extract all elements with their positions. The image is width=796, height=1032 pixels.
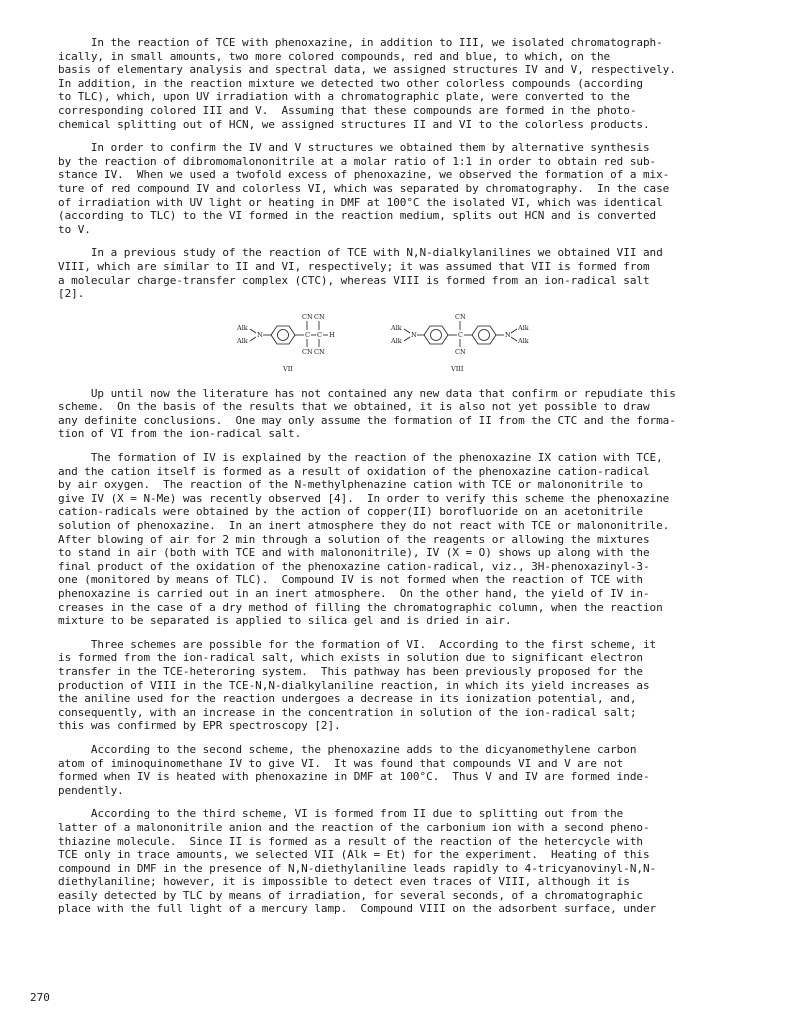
- vii-c2: C: [317, 330, 322, 339]
- text-line: a molecular charge-transfer complex (CTC), whereas VIII is formed from an ion-radical salt: [58, 273, 650, 287]
- chemical-structures-figure: [58, 311, 746, 377]
- paragraph: [58, 246, 746, 300]
- viii-alk-bottom-left: Alk: [391, 336, 402, 345]
- text-line: In the reaction of TCE with phenoxazine, in addition to III, we isolated chromatograph-: [58, 36, 663, 49]
- vii-c1: C: [305, 330, 310, 339]
- text-line: mixture to be separated is applied to silica gel and is dried in air.: [58, 614, 512, 628]
- paragraph: [58, 743, 746, 797]
- vii-benzene-ring: [271, 326, 295, 344]
- text-line: ture of red compound IV and colorless VI, which was separated by chromatography. In the case: [58, 181, 670, 195]
- structure-drawing: [58, 311, 746, 377]
- vii-cn-bottom-2: CN: [314, 347, 325, 356]
- vii-bond: [250, 329, 256, 333]
- text-line: diethylaniline; however, it is impossible to detect even traces of VIII, although it is: [58, 875, 630, 889]
- viii-bond: [511, 329, 517, 333]
- text-line: place with the full light of a mercury lamp. Compound VIII on the adsorbent surface, under: [58, 902, 657, 916]
- text-line: ically, in small amounts, two more colored compounds, red and blue, to which, on the: [58, 49, 611, 63]
- text-line: consequently, with an increase in the concentration in solution of the ion-radical salt;: [58, 705, 637, 719]
- text-line: production of VIII in the TCE-N,N-dialkylaniline reaction, in which its yield increases as: [58, 678, 650, 692]
- text-line: transfer in the TCE-heteroring system. This pathway has been previously proposed for the: [58, 664, 643, 678]
- text-line: latter of a malononitrile anion and the reaction of the carbonium ion with a second pheno-: [58, 820, 650, 834]
- vii-alk-top: Alk: [237, 323, 248, 332]
- viii-cn-bottom: CN: [455, 347, 466, 356]
- text-line: the aniline used for the reaction undergoes a decrease in its ionization potential, and,: [58, 692, 637, 706]
- text-line: compound in DMF in the presence of N,N-diethylaniline leads rapidly to 4-tricyanovinyl-N,N-: [58, 861, 657, 875]
- vii-cn-top-2: CN: [314, 312, 325, 321]
- vii-h: H: [329, 330, 335, 339]
- text-line: In a previous study of the reaction of TCE with N,N-dialkylanilines we obtained VII and: [58, 246, 663, 260]
- text-line: easily detected by TLC by means of irradiation, for several seconds, of a chromatographic: [58, 888, 643, 902]
- viii-alk-bottom-right: Alk: [518, 336, 529, 345]
- body-text-column: [58, 36, 746, 926]
- text-line: According to the third scheme, VI is formed from II due to splitting out from the: [58, 807, 624, 821]
- paragraph: [58, 451, 746, 628]
- text-line: stance IV. When we used a twofold excess of phenoxazine, we observed the formation of a mix-: [58, 168, 670, 182]
- text-line: The formation of IV is explained by the reaction of the phenoxazine IX cation with TCE,: [58, 451, 663, 465]
- viii-alk-top-left: Alk: [391, 323, 402, 332]
- viii-bond: [511, 337, 517, 341]
- viii-label: VIII: [451, 364, 464, 373]
- text-line: solution of phenoxazine. In an inert atmosphere they do not react with TCE or malononitrile.: [58, 519, 670, 533]
- page-number: 270: [30, 991, 50, 1004]
- text-line: creases in the case of a dry method of filling the chromatographic column, when the reaction: [58, 600, 663, 614]
- paragraph: [58, 807, 746, 916]
- viii-benzene-ring-right: [472, 326, 496, 344]
- viii-n-right: N: [505, 330, 511, 339]
- text-line: to stand in air (both with TCE and with malononitrile), IV (X = O) shows up along with the: [58, 546, 650, 560]
- text-line: thiazine molecule. Since II is formed as a result of the reaction of the hetercycle with: [58, 834, 643, 848]
- vii-cn-bottom-1: CN: [302, 347, 313, 356]
- text-line: formed when IV is heated with phenoxazine in DMF at 100°C. Thus V and IV are formed inde-: [58, 770, 650, 784]
- text-line: basis of elementary analysis and spectral data, we assigned structures IV and V, respectively.: [58, 63, 676, 77]
- text-line: In addition, in the reaction mixture we detected two other colorless compounds (according: [58, 76, 643, 90]
- text-line: by the reaction of dibromomalononitrile at a molar ratio of 1:1 in order to obtain red sub-: [58, 154, 657, 168]
- text-line: After blowing of air for 2 min through a solution of the reagents or allowing the mixtures: [58, 532, 650, 546]
- paragraph: [58, 638, 746, 733]
- viii-alk-top-right: Alk: [518, 323, 529, 332]
- text-line: scheme. On the basis of the results that we obtained, it is also not yet possible to draw: [58, 400, 650, 414]
- text-line: cation-radicals were obtained by the action of copper(II) borofluoride on an acetonitrile: [58, 505, 643, 519]
- text-line: and the cation itself is formed as a result of oxidation of the phenoxazine cation-radical: [58, 464, 650, 478]
- text-line: (according to TLC) to the VI formed in the reaction medium, splits out HCN and is converted: [58, 209, 657, 223]
- text-line: chemical splitting out of HCN, we assigned structures II and VI to the colorless products.: [58, 117, 650, 131]
- paragraph: [58, 387, 746, 441]
- text-line: one (monitored by means of TLC). Compound IV is not formed when the reaction of TCE with: [58, 573, 643, 587]
- text-line: is formed from the ion-radical salt, which exists in solution due to significant electron: [58, 651, 643, 665]
- viii-cn-top: CN: [455, 312, 466, 321]
- vii-aromatic-circle: [278, 329, 289, 340]
- text-line: VIII, which are similar to II and VI, respectively; it was assumed that VII is formed from: [58, 259, 650, 273]
- text-line: final product of the oxidation of the phenoxazine cation-radical, viz., 3H-phenoxazinyl-3-: [58, 559, 650, 573]
- viii-bond: [404, 337, 410, 341]
- text-line: [2].: [58, 287, 85, 301]
- text-line: Up until now the literature has not contained any new data that confirm or repudiate this: [58, 386, 676, 400]
- viii-n-left: N: [411, 330, 417, 339]
- paragraph: [58, 36, 746, 131]
- text-line: atom of iminoquinomethane IV to give VI. It was found that compounds VI and V are not: [58, 756, 624, 770]
- text-line: In order to confirm the IV and V structures we obtained them by alternative synthesis: [58, 141, 650, 155]
- structure-vii: [236, 313, 335, 373]
- viii-c: C: [458, 330, 463, 339]
- vii-label: VII: [283, 364, 293, 373]
- text-line: corresponding colored III and V. Assuming that these compounds are formed in the photo-: [58, 103, 637, 117]
- structure-viii: [390, 313, 529, 373]
- viii-aromatic-circle-left: [431, 329, 442, 340]
- viii-bond: [404, 329, 410, 333]
- text-line: any definite conclusions. One may only assume the formation of II from the CTC and the forma-: [58, 413, 676, 427]
- viii-benzene-ring-left: [424, 326, 448, 344]
- text-line: pendently.: [58, 783, 124, 797]
- text-line: TCE only in trace amounts, we selected VII (Alk = Et) for the experiment. Heating of this: [58, 848, 650, 862]
- viii-aromatic-circle-right: [479, 329, 490, 340]
- paragraphs-after-figure: [58, 387, 746, 916]
- text-line: tion of VI from the ion-radical salt.: [58, 427, 302, 441]
- text-line: Three schemes are possible for the formation of VI. According to the first scheme, it: [58, 637, 657, 651]
- paragraph: [58, 141, 746, 236]
- text-line: According to the second scheme, the phenoxazine adds to the dicyanomethylene carbon: [58, 742, 637, 756]
- text-line: this was confirmed by EPR spectroscopy [2].: [58, 719, 341, 733]
- text-line: of irradiation with UV light or heating in DMF at 100°C the isolated VI, which was identical: [58, 195, 663, 209]
- text-line: to V.: [58, 222, 91, 236]
- text-line: by air oxygen. The reaction of the N-methylphenazine cation with TCE or malononitrile to: [58, 478, 643, 492]
- vii-alk-bottom: Alk: [237, 336, 248, 345]
- paragraphs-before-figure: [58, 36, 746, 301]
- vii-bond: [250, 337, 256, 341]
- vii-n: N: [257, 330, 263, 339]
- text-line: to TLC), which, upon UV irradiation with a chromatographic plate, were converted to the: [58, 90, 630, 104]
- text-line: give IV (X = N-Me) was recently observed [4]. In order to verify this scheme the phenoxazine: [58, 491, 670, 505]
- vii-cn-top-1: CN: [302, 312, 313, 321]
- text-line: phenoxazine is carried out in an inert atmosphere. On the other hand, the yield of IV in-: [58, 587, 650, 600]
